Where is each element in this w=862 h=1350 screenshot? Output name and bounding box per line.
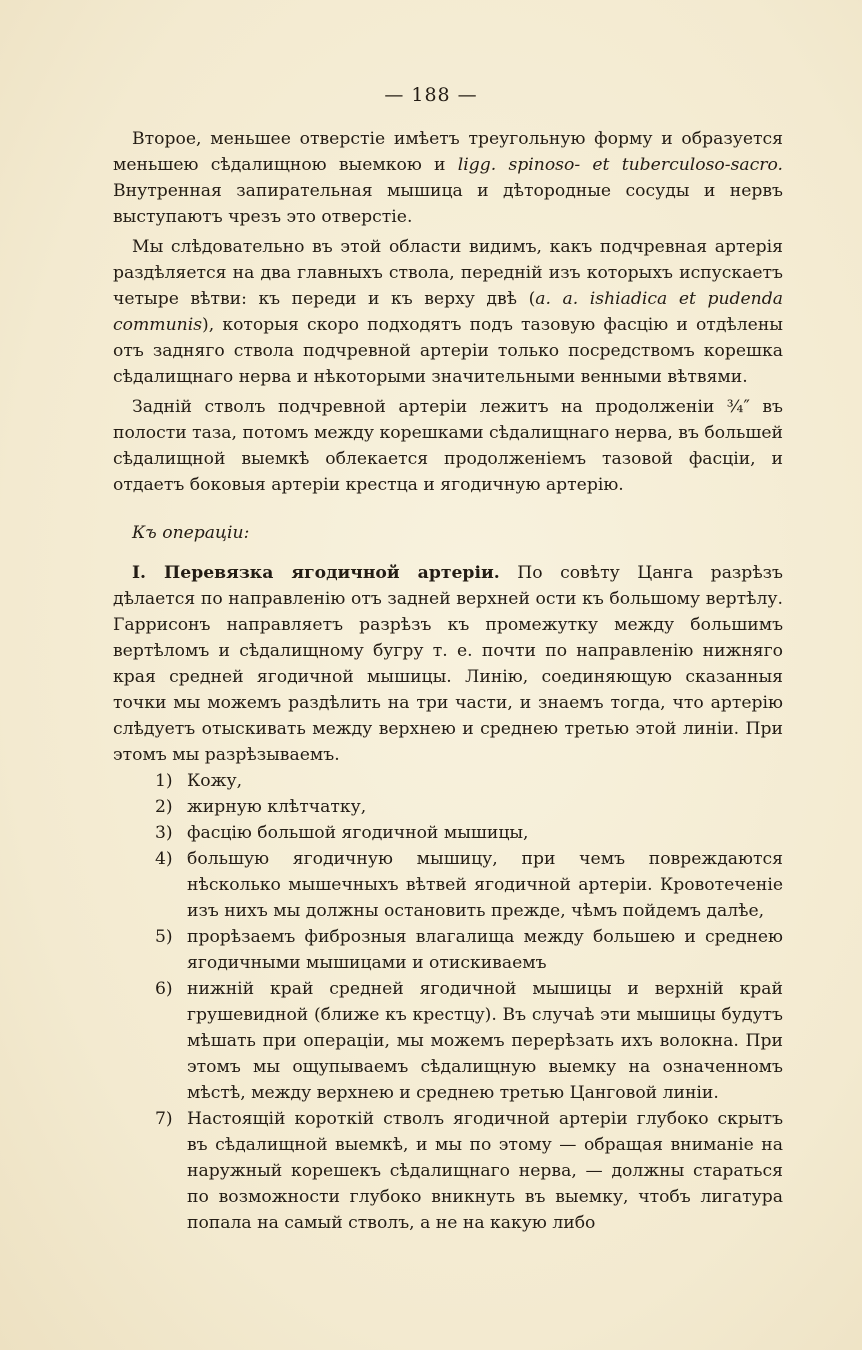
list-item (113, 820, 783, 846)
section-title: I. Перевязка ягодичной артеріи. (132, 563, 500, 583)
list-item-number: 1) (155, 771, 173, 791)
paragraph-2-latin-term: a. a. ishiadica et pudenda communis (113, 289, 784, 335)
list-item-number: 7) (155, 1109, 173, 1129)
paragraph-2 (113, 234, 783, 390)
paragraph-3: Задній стволъ подчревной артеріи лежитъ на продолженіи ¾″ въ полости таза, потомъ между корешками сѣдалищнаго нерва, въ большей сѣдалищной выемкѣ облекается продолженіемъ тазовой фасціи, и отдаетъ боковыя артеріи крестца и ягодичную артерію. (113, 397, 783, 495)
paragraph-1-latin-term: ligg. spinoso- et tuberculoso-sacro. (457, 155, 783, 175)
paragraph-1-text-b: Внутренная запирательная мышица и дѣтородные сосуды и нервъ выступаютъ чрезъ это отверстіе. (113, 181, 783, 227)
page-number-header: — 188 — (384, 84, 478, 106)
list-item-number: 4) (155, 849, 173, 869)
section-text: По совѣту Цанга разрѣзъ дѣлается по направленію отъ задней верхней ости къ большому вертѣлу. Гаррисонъ направляетъ разрѣзъ къ промежутку между большимъ вертѣломъ и сѣдалищному бугру т. е. почти по направленію нижняго края средней ягодичной мышицы. Линію, соединяющую сказанныя точки мы можемъ раздѣлить на три части, и знаемъ тогда, что артерію слѣдуетъ отыскивать между верхнею и среднею третью этой линіи. При этомъ мы разрѣзываемъ. (113, 563, 783, 765)
list-item-text: прорѣзаемъ фиброзныя влагалища между большею и среднею ягодичными мышицами и отискиваемъ (187, 927, 783, 973)
list-item-number: 3) (155, 823, 173, 843)
page-body (113, 126, 783, 1236)
section-paragraph (113, 560, 783, 768)
list-item (113, 924, 783, 976)
list-item-text: жирную клѣтчатку, (187, 797, 367, 817)
list-item (113, 846, 783, 924)
list-item (113, 1106, 783, 1236)
subheading: Къ операціи: (132, 523, 250, 543)
paragraph-1-text-a: Второе, меньшее отверстіе имѣетъ треугольную форму и образуется меньшею сѣдалищною выемкою и (113, 129, 783, 175)
list-item (113, 768, 783, 794)
paragraph-1 (113, 126, 783, 230)
list-item-text: Кожу, (187, 771, 243, 791)
steps-list (113, 768, 783, 1236)
list-item-text: нижній край средней ягодичной мышицы и верхній край грушевидной (ближе къ крестцу). Въ случаѣ эти мышицы будутъ мѣшать при операціи, мы можемъ перерѣзать ихъ волокна. При этомъ мы ощупываемъ сѣдалищную выемку на означенномъ мѣстѣ, между верхнею и среднею третью Цанговой линіи. (187, 979, 783, 1103)
paragraph-2-text-a: Мы слѣдовательно въ этой области видимъ, какъ подчревная артерія раздѣляется на два главныхъ ствола, передній изъ которыхъ испускаетъ четыре вѣтви: къ переди и къ верху двѣ ( (113, 237, 783, 309)
list-item-text: большую ягодичную мышицу, при чемъ повреждаются нѣсколько мышечныхъ вѣтвей ягодичной артеріи. Кровотеченіе изъ нихъ мы должны остановить прежде, чѣмъ пойдемъ далѣе, (187, 849, 783, 921)
list-item-text: Настоящій короткій стволъ ягодичной артеріи глубоко скрытъ въ сѣдалищной выемкѣ, и мы по этому — обращая вниманіе на наружный корешекъ сѣдалищнаго нерва, — должны стараться по возможности глубоко вникнуть въ выемку, чтобъ лигатура попала на самый стволъ, а не на какую либо (187, 1109, 783, 1233)
list-item-number: 6) (155, 979, 173, 999)
list-item (113, 794, 783, 820)
list-item-number: 5) (155, 927, 173, 947)
paragraph-2-text-b: ), которыя скоро подходятъ подъ тазовую фасцію и отдѣлены отъ задняго ствола подчревной артеріи только посредствомъ корешка сѣдалищнаго нерва и нѣкоторыми значительными венными вѣтвями. (113, 315, 783, 387)
list-item-text: фасцію большой ягодичной мышицы, (187, 823, 529, 843)
list-item (113, 976, 783, 1106)
list-item-number: 2) (155, 797, 173, 817)
